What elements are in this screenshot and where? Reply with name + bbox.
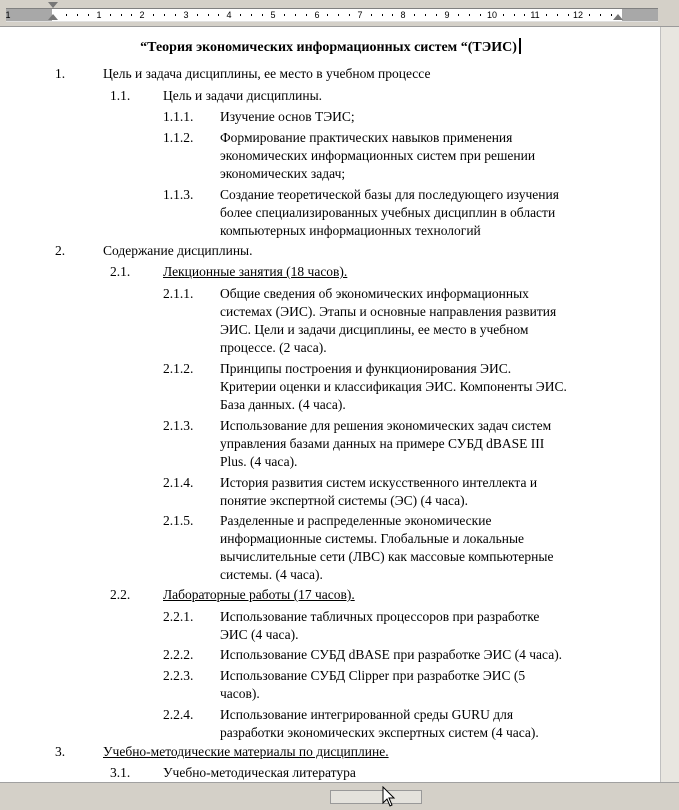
item-text: Plus. (4 часа). bbox=[220, 454, 298, 469]
item-text: Учебно-методическая литература bbox=[163, 765, 356, 780]
item-text: Использование СУБД dBASE при разработке ЭИС (4 часа). bbox=[220, 647, 563, 662]
item-number: 2.1.3. bbox=[163, 418, 194, 433]
item-number: 2.1.1. bbox=[163, 286, 194, 301]
ruler-tick bbox=[77, 14, 78, 16]
item-text: Содержание дисциплины. bbox=[103, 243, 253, 258]
item-text: понятие экспертной системы (ЭС) (4 часа). bbox=[220, 493, 468, 508]
item-number: 2.2.2. bbox=[163, 647, 194, 662]
item-text: База данных. (4 часа). bbox=[220, 397, 346, 412]
vertical-scrollbar[interactable] bbox=[660, 27, 679, 782]
ruler-tick bbox=[338, 14, 339, 16]
item-number: 1.1.3. bbox=[163, 187, 194, 202]
item-number: 3. bbox=[55, 744, 66, 759]
ruler-tick bbox=[514, 14, 515, 16]
document-title bbox=[0, 38, 661, 56]
item-text: управления базами данных на примере СУБД dBASE III bbox=[220, 436, 545, 451]
horizontal-ruler[interactable] bbox=[0, 0, 679, 27]
item-text: Использование табличных процессоров при разработке bbox=[220, 609, 540, 624]
mouse-pointer-icon bbox=[382, 786, 396, 808]
ruler-tick bbox=[600, 14, 601, 16]
ruler-tick bbox=[295, 14, 296, 16]
ruler-tick bbox=[208, 14, 209, 16]
item-text: Учебно-методические материалы по дисциплине. bbox=[103, 744, 389, 759]
ruler-tick bbox=[121, 14, 122, 16]
item-text: более специализированных учебных дисциплин в области bbox=[220, 205, 556, 220]
item-number: 2.2.1. bbox=[163, 609, 194, 624]
ruler-tick bbox=[469, 14, 470, 16]
item-text: Лабораторные работы (17 часов). bbox=[163, 587, 355, 602]
ruler-tick bbox=[382, 14, 383, 16]
horizontal-scroll-thumb[interactable] bbox=[330, 790, 422, 804]
document-title-text: “Теория экономических информационных систем “(ТЭИС) bbox=[140, 40, 517, 55]
item-text: ЭИС (4 часа). bbox=[220, 627, 299, 642]
ruler-tick bbox=[175, 14, 176, 16]
ruler-tick bbox=[611, 14, 612, 16]
ruler-tick bbox=[392, 14, 393, 16]
item-text: Создание теоретической базы для последующего изучения bbox=[220, 187, 559, 202]
item-text: Использование для решения экономических задач систем bbox=[220, 418, 552, 433]
item-text: Общие сведения об экономических информационных bbox=[220, 286, 529, 301]
item-number: 2.2.4. bbox=[163, 707, 194, 722]
item-text: Изучение основ ТЭИС; bbox=[220, 109, 355, 124]
item-text: Цель и задачи дисциплины. bbox=[163, 88, 323, 103]
item-number: 2. bbox=[55, 243, 66, 258]
item-text: системы. (4 часа). bbox=[220, 567, 323, 582]
item-text: Лекционные занятия (18 часов). bbox=[163, 264, 348, 279]
ruler-number: 3 bbox=[183, 10, 189, 20]
item-number: 2.2. bbox=[110, 587, 131, 602]
item-number: 1.1. bbox=[110, 88, 131, 103]
first-line-indent-marker[interactable] bbox=[48, 2, 58, 8]
ruler-tick bbox=[327, 14, 328, 16]
item-text: вычислительные сети (ЛВС) как массовые компьютерные bbox=[220, 549, 554, 564]
ruler-tick bbox=[414, 14, 415, 16]
ruler-tick bbox=[110, 14, 111, 16]
ruler-number: 12 bbox=[572, 10, 584, 20]
ruler-tick bbox=[240, 14, 241, 16]
ruler-tick bbox=[153, 14, 154, 16]
ruler-tick bbox=[218, 14, 219, 16]
ruler-tick bbox=[306, 14, 307, 16]
item-number: 1.1.1. bbox=[163, 109, 194, 124]
ruler-tick bbox=[546, 14, 547, 16]
item-number: 2.1.2. bbox=[163, 361, 194, 376]
ruler-tick bbox=[425, 14, 426, 16]
ruler-tick bbox=[458, 14, 459, 16]
item-text: экономических информационных систем при решении bbox=[220, 148, 536, 163]
ruler-left-margin bbox=[6, 9, 52, 21]
item-text: Принципы построения и функционирования ЭИС. bbox=[220, 361, 512, 376]
ruler-number: 1 bbox=[96, 10, 102, 20]
ruler-tick bbox=[524, 14, 525, 16]
ruler-tick bbox=[88, 14, 89, 16]
ruler-tick bbox=[197, 14, 198, 16]
item-text: Цель и задача дисциплины, ее место в учебном процессе bbox=[103, 66, 431, 81]
ruler-number: 2 bbox=[139, 10, 145, 20]
right-indent-marker[interactable] bbox=[613, 14, 623, 20]
item-number: 2.1. bbox=[110, 264, 131, 279]
ruler-number: 8 bbox=[400, 10, 406, 20]
item-text: разработки экономических экспертных систем (4 часа). bbox=[220, 725, 539, 740]
ruler-tick bbox=[568, 14, 569, 16]
item-text: Использование СУБД Clipper при разработке ЭИС (5 bbox=[220, 668, 526, 683]
item-number: 3.1. bbox=[110, 765, 131, 780]
ruler-tick bbox=[503, 14, 504, 16]
item-text: Использование интегрированной среды GURU для bbox=[220, 707, 514, 722]
item-text: Разделенные и распределенные экономические bbox=[220, 513, 492, 528]
ruler-tick bbox=[349, 14, 350, 16]
ruler-number: 10 bbox=[486, 10, 498, 20]
item-text: История развития систем искусственного интеллекта и bbox=[220, 475, 538, 490]
hanging-indent-marker[interactable] bbox=[48, 14, 58, 20]
item-number: 1. bbox=[55, 66, 66, 81]
item-number: 2.2.3. bbox=[163, 668, 194, 683]
item-text: ЭИС. Цели и задачи дисциплины, ее место в учебном bbox=[220, 322, 529, 337]
ruler-tick bbox=[262, 14, 263, 16]
ruler-tick bbox=[436, 14, 437, 16]
ruler-tick bbox=[284, 14, 285, 16]
item-text: Формирование практических навыков применения bbox=[220, 130, 513, 145]
ruler-right-margin bbox=[622, 9, 658, 21]
item-number: 2.1.4. bbox=[163, 475, 194, 490]
ruler-track bbox=[6, 8, 658, 22]
item-text: процессе. (2 часа). bbox=[220, 340, 327, 355]
ruler-number: 1 bbox=[5, 10, 11, 20]
ruler-tick bbox=[131, 14, 132, 16]
text-caret bbox=[519, 38, 521, 54]
ruler-tick bbox=[480, 14, 481, 16]
ruler-tick bbox=[66, 14, 67, 16]
ruler-tick bbox=[251, 14, 252, 16]
horizontal-scrollbar[interactable] bbox=[0, 782, 679, 810]
ruler-number: 7 bbox=[357, 10, 363, 20]
ruler-number: 9 bbox=[444, 10, 450, 20]
item-text: часов). bbox=[220, 686, 260, 701]
ruler-number: 5 bbox=[270, 10, 276, 20]
ruler-tick bbox=[371, 14, 372, 16]
ruler-number: 4 bbox=[226, 10, 232, 20]
ruler-number: 11 bbox=[530, 10, 540, 20]
item-text: Критерии оценки и классификация ЭИС. Компоненты ЭИС. bbox=[220, 379, 567, 394]
ruler-tick bbox=[557, 14, 558, 16]
item-text: системах (ЭИС). Этапы и основные направления развития bbox=[220, 304, 557, 319]
ruler-tick bbox=[164, 14, 165, 16]
item-text: информационные системы. Глобальные и локальные bbox=[220, 531, 525, 546]
item-text: компьютерных информационных технологий bbox=[220, 223, 481, 238]
item-text: экономических задач; bbox=[220, 166, 346, 181]
ruler-number: 6 bbox=[314, 10, 320, 20]
item-number: 1.1.2. bbox=[163, 130, 194, 145]
ruler-tick bbox=[589, 14, 590, 16]
item-number: 2.1.5. bbox=[163, 513, 194, 528]
